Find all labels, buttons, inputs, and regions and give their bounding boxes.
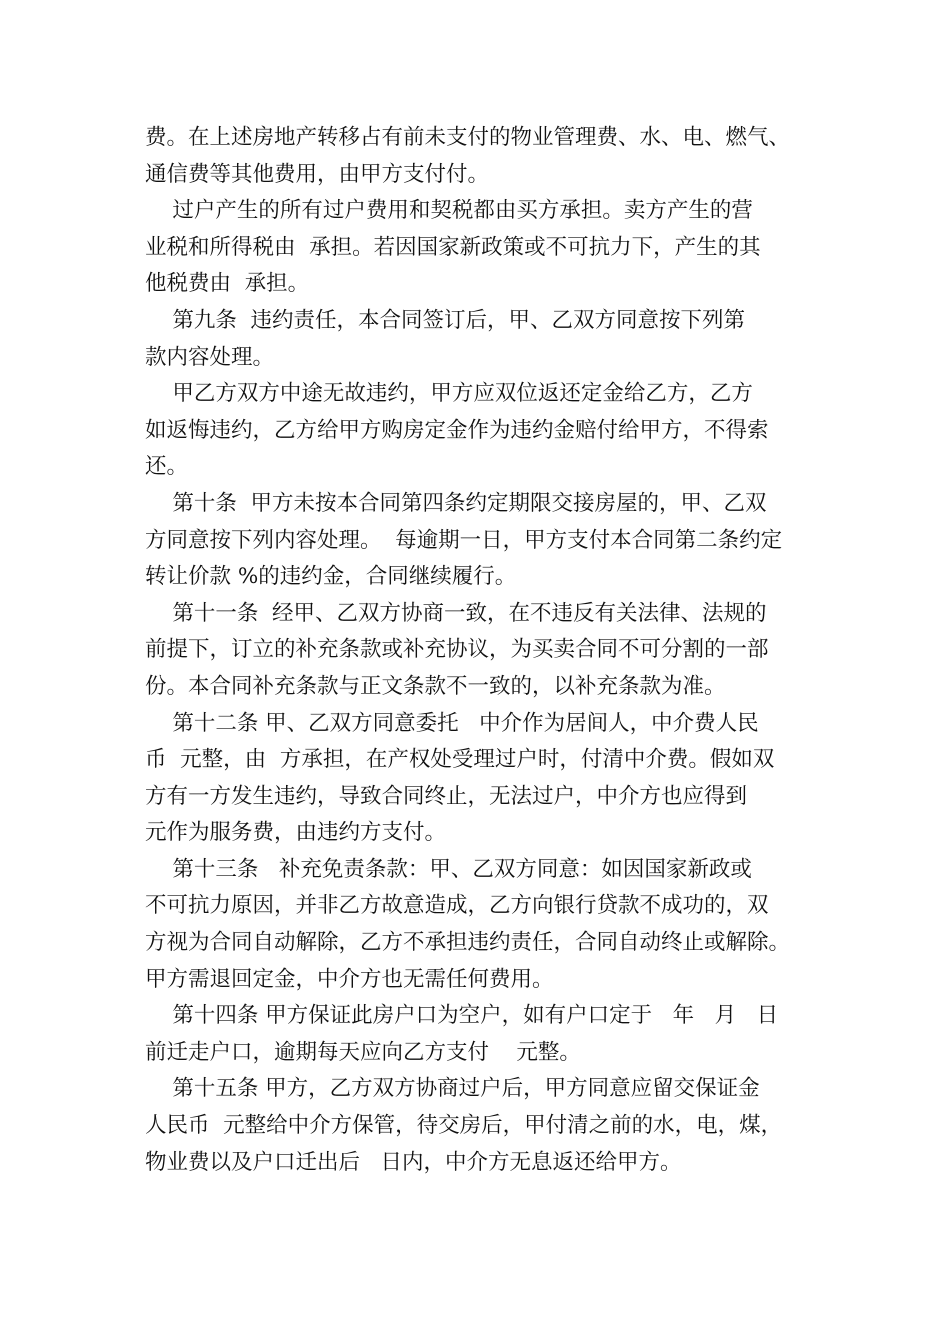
text-line: 方视为合同自动解除，乙方不承担违约责任，合同自动终止或解除。 [145,930,791,956]
text-line: 人民币 元整给中介方保管，待交房后，甲付清之前的水，电，煤， [145,1113,783,1139]
paragraph-fees [145,120,815,193]
text-line: 款内容处理。 [145,344,275,370]
paragraph-transfer-taxes [145,193,815,303]
text-line: 前迁走户口，逾期每天应向乙方支付 元整。 [145,1039,581,1065]
text-line: 第十四条 甲方保证此房户口为空户，如有户口定于 年 月 日 [145,1003,779,1029]
text-line: 业税和所得税由 承担。若因国家新政策或不可抗力下，产生的其 [145,234,761,260]
paragraph-article-15 [145,1071,815,1181]
text-line: 第十条 甲方未按本合同第四条约定期限交接房屋的，甲、乙双 [145,490,767,516]
text-line: 甲乙方双方中途无故违约，甲方应双位返还定金给乙方，乙方 [145,381,753,407]
paragraph-article-11 [145,596,815,706]
text-line: 前提下，订立的补充条款或补充协议，为买卖合同不可分割的一部 [145,637,769,663]
paragraph-breach-deposit [145,376,815,486]
text-line: 过户产生的所有过户费用和契税都由买方承担。卖方产生的营 [145,198,753,224]
text-line: 第十五条 甲方，乙方双方协商过户后，甲方同意应留交保证金 [145,1076,760,1102]
text-line: 还。 [145,454,189,480]
text-line: 第九条 违约责任，本合同签订后，甲、乙双方同意按下列第 [145,307,746,333]
text-line: 第十一条 经甲、乙双方协商一致，在不违反有关法律、法规的 [145,600,767,626]
text-line: 不可抗力原因，并非乙方故意造成，乙方向银行贷款不成功的，双 [145,893,769,919]
text-line: 方有一方发生违约，导致合同终止，无法过户，中介方也应得到 [145,783,748,809]
contract-body [145,120,815,1181]
paragraph-article-12 [145,706,815,852]
text-line: 第十三条 补充免责条款：甲、乙双方同意：如因国家新政或 [145,856,752,882]
text-line: 币 元整，由 方承担，在产权处受理过户时，付清中介费。假如双 [145,747,775,773]
text-line: 第十二条 甲、乙双方同意委托 中介作为居间人，中介费人民 [145,710,759,736]
text-line: 费。在上述房地产转移占有前未支付的物业管理费、水、电、燃气、 [145,125,791,150]
text-line: 份。本合同补充条款与正文条款不一致的，以补充条款为准。 [145,673,726,699]
text-line: 他税费由 承担。 [145,271,310,297]
text-line: 物业费以及户口迁出后 日内，中介方无息返还给甲方。 [145,1149,682,1175]
paragraph-article-9 [145,303,815,376]
text-line: 元作为服务费，由违约方支付。 [145,820,447,846]
text-line: 转让价款 %的违约金，合同继续履行。 [145,564,517,590]
text-line: 通信费等其他费用，由甲方支付付。 [145,161,490,187]
paragraph-article-14 [145,998,815,1071]
paragraph-article-10 [145,486,815,596]
paragraph-article-13 [145,852,815,998]
text-line: 方同意按下列内容处理。 每逾期一日，甲方支付本合同第二条约定 [145,527,783,553]
text-line: 甲方需退回定金，中介方也无需任何费用。 [145,966,554,992]
text-line: 如返悔违约，乙方给甲方购房定金作为违约金赔付给甲方，不得索 [145,417,769,443]
